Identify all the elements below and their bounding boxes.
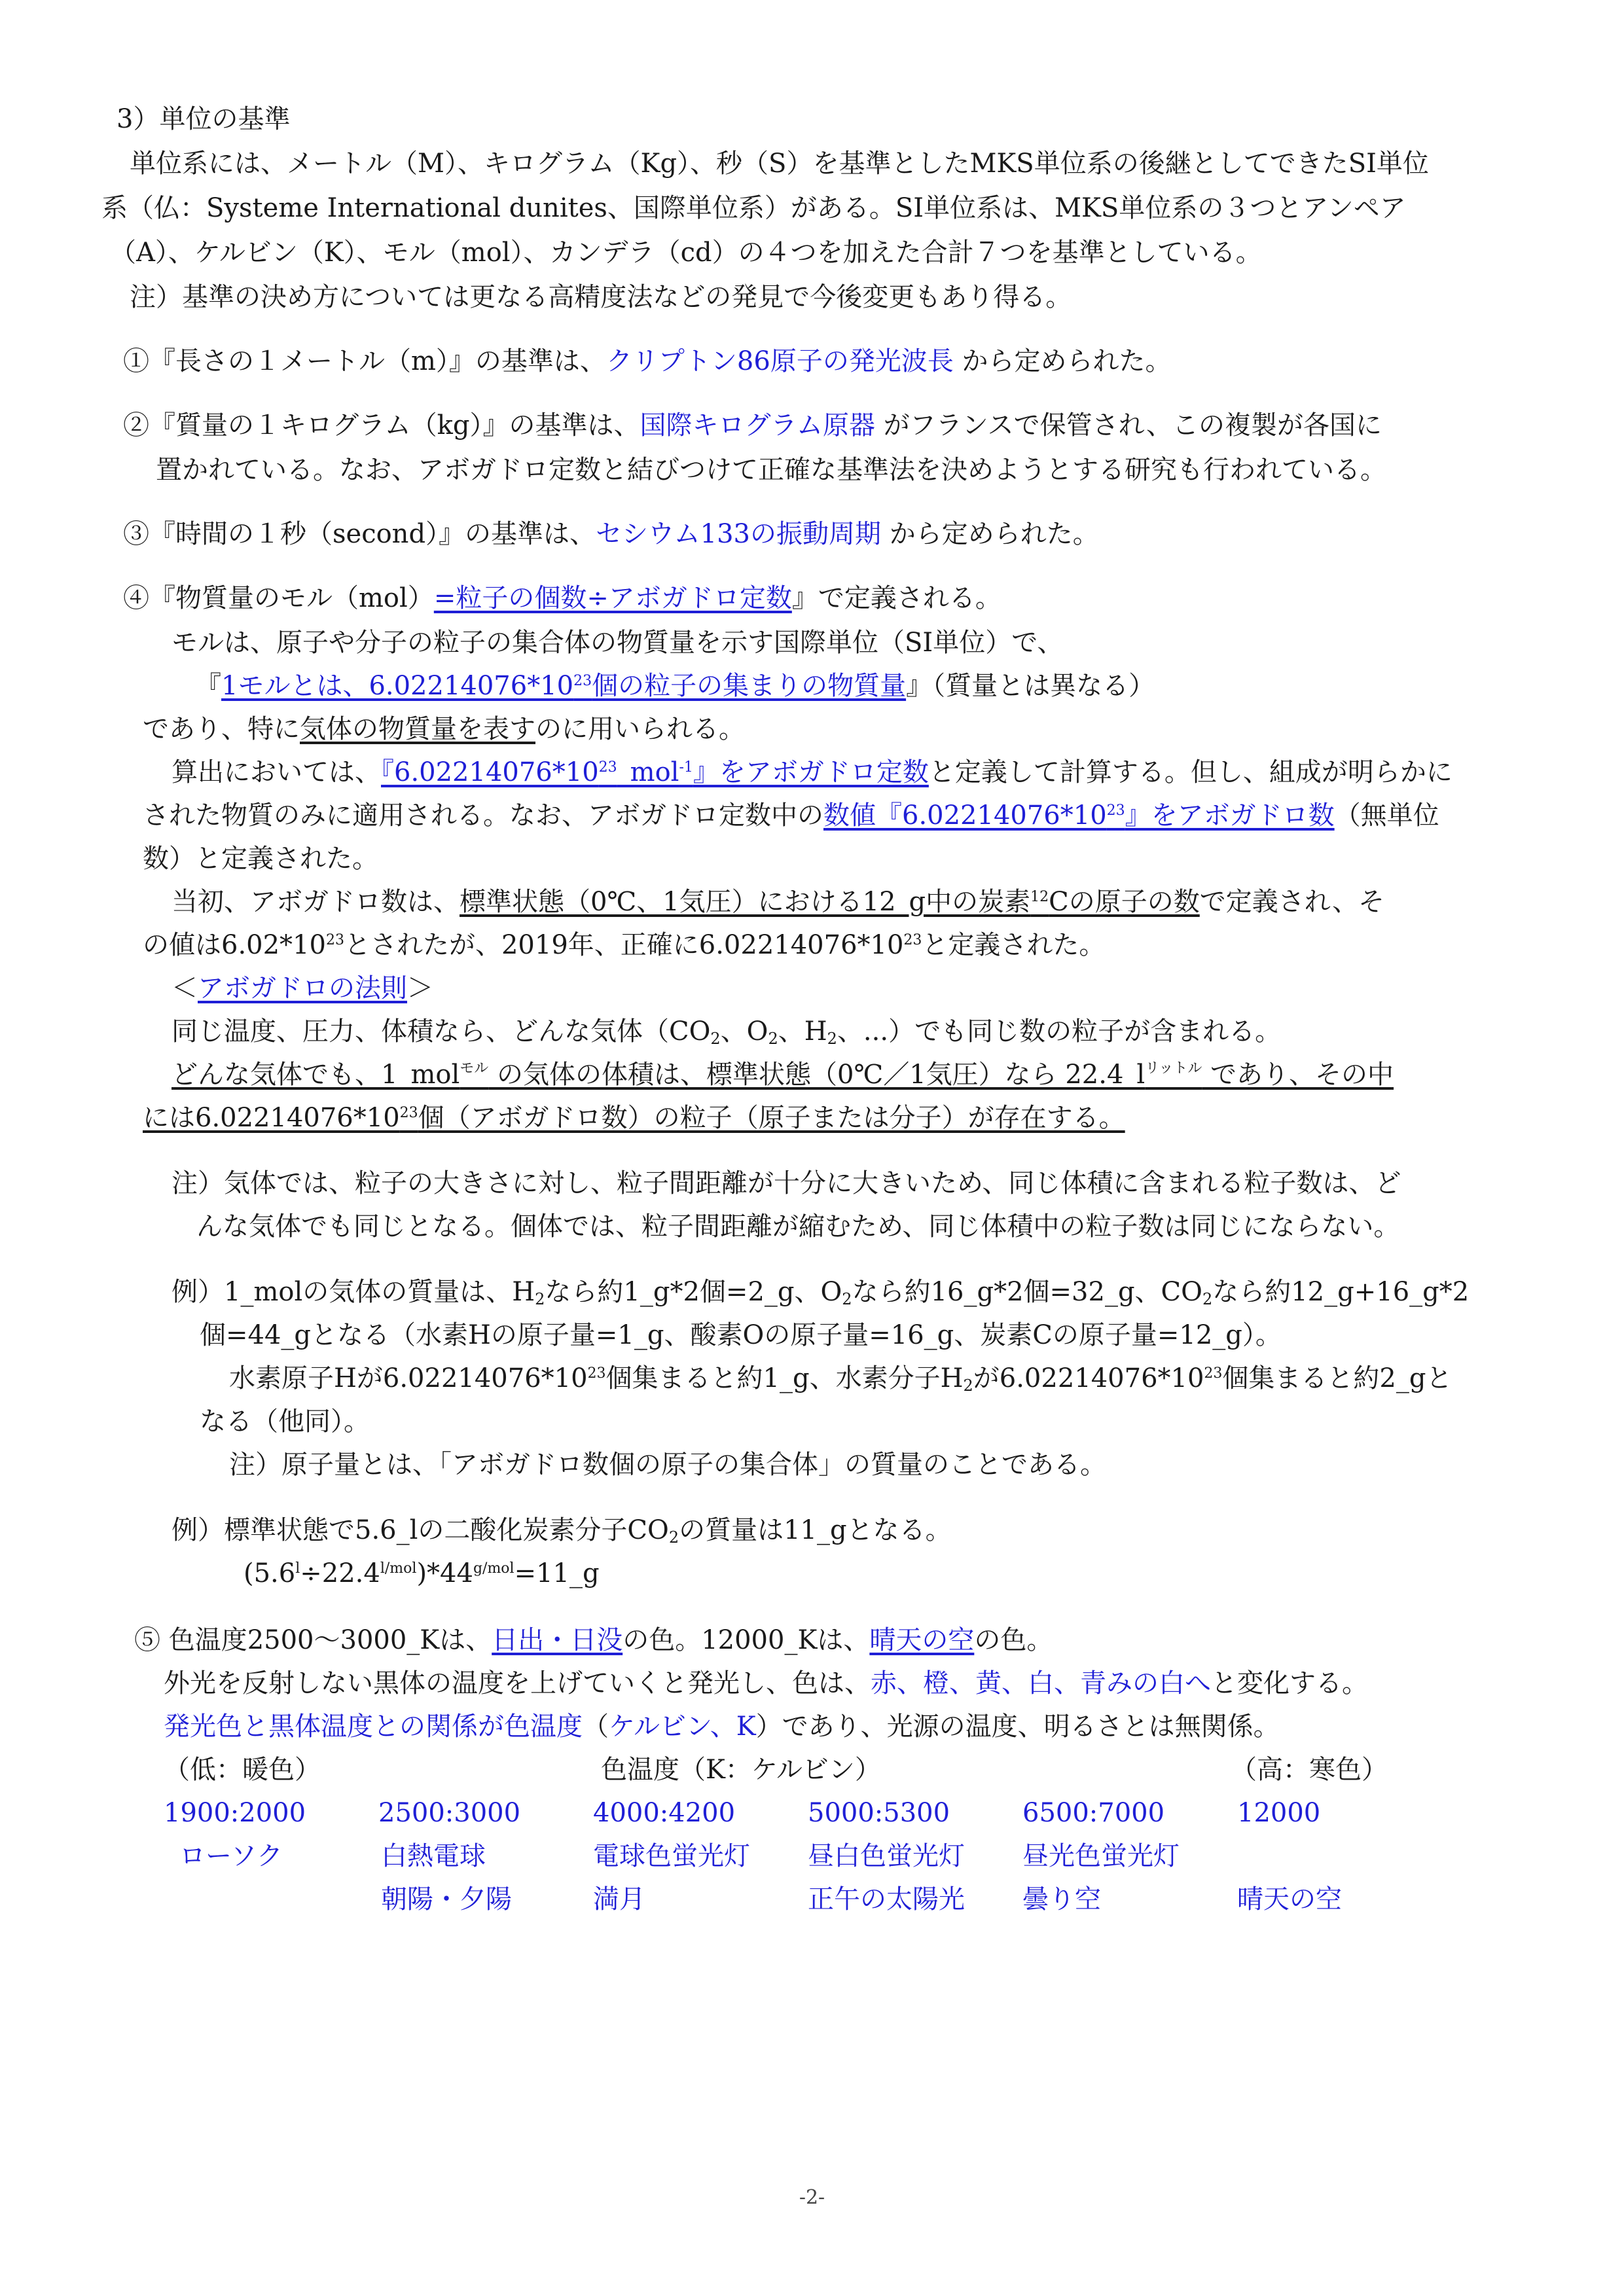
item-4-line-2: モルは、原子や分子の粒子の集合体の物質量を示す国際単位（SI単位）で、 bbox=[171, 628, 1064, 658]
table-header-mid: 色温度（K：ケルビン） bbox=[601, 1755, 881, 1785]
table-header-low: （低：暖色） bbox=[164, 1755, 321, 1785]
item-4-line-9: の値は$6.02*10^{23}$とされたが、2019年、正確に$6.02214076*10^{23}$と定義された。 bbox=[143, 930, 1106, 960]
item-4-line-5: 算出においては、『$6.02214076*10^{23}\_mol^{-1}$』をアボガドロ定数と定義して計算する。但し、組成が明らかに bbox=[171, 757, 1453, 787]
item-4-line-11: 同じ温度、圧力、体積なら、どんな気体（$CO_2$、$O_2$、$H_2$、...）でも同じ数の粒子が含まれる。 bbox=[171, 1016, 1282, 1048]
item-5-line-3: 発光色と黒体温度との関係が色温度（ケルビン、K）であり、光源の温度、明るさとは無関係。 bbox=[164, 1712, 1280, 1742]
light-source-cell: 電球色蛍光灯 bbox=[593, 1841, 750, 1871]
section-heading: 3）単位の基準 bbox=[117, 104, 291, 134]
range-cell: 5000:5300 bbox=[808, 1798, 950, 1828]
item-5-line-2: 外光を反射しない黒体の温度を上げていくと発光し、色は、赤、橙、黄、白、青みの白へと変化する。 bbox=[164, 1668, 1368, 1698]
light-source-cell: 晴天の空 bbox=[1237, 1884, 1342, 1914]
example-1-line-4: なる（他同）。 bbox=[200, 1407, 370, 1437]
light-source-cell: 昼光色蛍光灯 bbox=[1022, 1841, 1180, 1871]
item-3-time: ③『時間の１秒（second）』の基準は、セシウム133の振動周期 から定められた。 bbox=[123, 519, 1099, 549]
example-1-line-3: 水素原子Hが$6.02214076*10^{23}$個集まると約1_g、水素分子$H_2$が$6.02214076*10^{23}$個集まると約2_gと bbox=[229, 1363, 1453, 1395]
item-4-line-7: 数）と定義された。 bbox=[143, 844, 378, 874]
intro-note: 注）基準の決め方については更なる高精度法などの発見で今後変更もあり得る。 bbox=[130, 282, 1072, 312]
item-4-mole: ④『物質量のモル（mol）=粒子の個数÷アボガドロ定数』で定義される。 bbox=[123, 583, 1001, 613]
light-source-cell: 白熱電球 bbox=[381, 1841, 486, 1871]
range-cell: 4000:4200 bbox=[593, 1798, 736, 1828]
intro-line-3: （A）、ケルビン（K）、モル（mol）、カンデラ（cd）の４つを加えた合計７つを基準としている。 bbox=[110, 238, 1262, 268]
light-source-cell: 朝陽・夕陽 bbox=[381, 1884, 512, 1914]
range-cell: 2500:3000 bbox=[378, 1798, 521, 1828]
range-cell: 6500:7000 bbox=[1022, 1798, 1165, 1828]
example-2-line-1: 例）標準状態で5.6_lの二酸化炭素分子$CO_2$の質量は11_gとなる。 bbox=[171, 1515, 952, 1547]
example-2-formula: $(5.6^l\div 22.4^{l/mol})*44^{g/mol}=11\_g$ bbox=[244, 1558, 600, 1588]
gas-note-line-1: 注）気体では、粒子の大きさに対し、粒子間距離が十分に大きいため、同じ体積に含まれる粒子数は、ど bbox=[171, 1168, 1401, 1198]
light-source-cell: ローソク bbox=[179, 1841, 283, 1871]
item-4-line-6: された物質のみに適用される。なお、アボガドロ定数中の数値『$6.02214076*10^{23}$』をアボガドロ数（無単位 bbox=[143, 800, 1439, 831]
krypton-link-text: クリプトン86原子の発光波長 bbox=[605, 346, 954, 376]
table-header-high: （高：寒色） bbox=[1231, 1755, 1388, 1785]
example-1-note: 注）原子量とは、「アボガドロ数個の原子の集合体」の質量のことである。 bbox=[229, 1450, 1106, 1480]
item-4-line-4: であり、特に気体の物質量を表すのに用いられる。 bbox=[143, 714, 745, 744]
range-cell: 12000 bbox=[1237, 1798, 1321, 1828]
gas-note-line-2: んな気体でも同じとなる。個体では、粒子間距離が縮むため、同じ体積中の粒子数は同じにならない。 bbox=[196, 1211, 1400, 1242]
item-4-line-13: には$6.02214076*10^{23}$個（アボガドロ数）の粒子（原子または分子）が存在する。 bbox=[143, 1103, 1125, 1133]
item-4-line-8: 当初、アボガドロ数は、標準状態（0℃、1気圧）における12_g中の炭素$^{12}$Cの原子の数で定義され、そ bbox=[171, 887, 1385, 917]
item-1-length: ①『長さの１メートル（m）』の基準は、クリプトン86原子の発光波長 から定められた。 bbox=[123, 346, 1172, 376]
item-4-line-3: 『1モルとは、$6.02214076*10^{23}$個の粒子の集まりの物質量』（質量とは異なる） bbox=[195, 671, 1155, 701]
intro-line-1: 単位系には、メートル（M）、キログラム（Kg）、秒（S）を基準としたMKS単位系の後継としてできたSI単位 bbox=[130, 149, 1429, 179]
item-2-line-2: 置かれている。なお、アボガドロ定数と結びつけて正確な基準法を決めようとする研究も行われている。 bbox=[156, 455, 1386, 485]
example-1-line-1: 例）1_molの気体の質量は、$H_2$なら約1_g*2個=2_g、$O_2$なら約16_g*2個=32_g、$CO_2$なら約12_g+16_g*2 bbox=[171, 1277, 1470, 1308]
item-4-line-12: どんな気体でも、1_mol$^{モル}$ の気体の体積は、標準状態（0℃／1気圧）なら $22.4\_l^{リットル}$ であり、その中 bbox=[171, 1060, 1394, 1090]
avogadro-law-heading: ＜アボガドロの法則＞ bbox=[171, 973, 433, 1003]
page-number: -2- bbox=[799, 2186, 825, 2209]
range-cell: 1900:2000 bbox=[164, 1798, 306, 1828]
light-source-cell: 曇り空 bbox=[1022, 1884, 1101, 1914]
light-source-cell: 昼白色蛍光灯 bbox=[808, 1841, 965, 1871]
light-source-cell: 満月 bbox=[593, 1884, 645, 1914]
example-1-line-2: 個=44_gとなる（水素Hの原子量=1_g、酸素Oの原子量=16_g、炭素Cの原子量=12_g）。 bbox=[200, 1320, 1282, 1350]
item-2-mass: ②『質量の１キログラム（kg）』の基準は、国際キログラム原器 がフランスで保管され、この複製が各国に bbox=[123, 410, 1382, 440]
item-5-color-temp: ⑤ 色温度2500～3000_Kは、日出・日没の色。12000_Kは、晴天の空の色。 bbox=[134, 1625, 1053, 1655]
intro-line-2: 系（仏：Systeme International dunites、国際単位系）がある。SI単位系は、MKS単位系の３つとアンペア bbox=[101, 193, 1406, 223]
light-source-cell: 正午の太陽光 bbox=[808, 1884, 965, 1914]
